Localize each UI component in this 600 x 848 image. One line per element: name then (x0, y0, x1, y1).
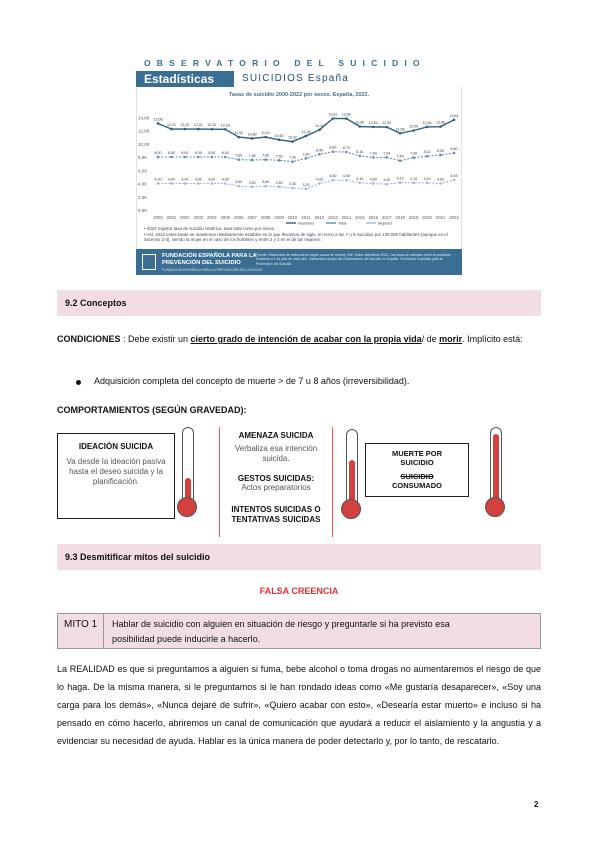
data-point (372, 156, 375, 159)
data-point (278, 186, 281, 189)
y-tick-label: 2,00 (138, 194, 147, 200)
x-tick-label: 2012 (314, 215, 325, 220)
data-point (439, 125, 442, 128)
data-label: 4,00 (437, 177, 445, 182)
condiciones-underlined: morir (439, 334, 463, 344)
section-title: 9.2 Conceptos (65, 298, 127, 308)
data-point (264, 158, 267, 161)
data-point (197, 182, 200, 185)
x-tick-label: 2019 (408, 215, 419, 220)
ideacion-box (57, 433, 175, 519)
data-label: 8,00 (167, 151, 175, 155)
data-point (318, 129, 321, 132)
data-point (332, 179, 335, 182)
data-label: 12,54 (368, 120, 378, 125)
data-label: 3,50 (248, 180, 256, 185)
data-label: 12,54 (422, 120, 432, 125)
data-label: 8,80 (329, 145, 337, 150)
x-tick-label: 2004 (207, 215, 217, 220)
data-label: 8,75 (342, 146, 350, 151)
falsa-creencia-heading: FALSA CREENCIA (259, 586, 339, 596)
thermometer-icon (485, 427, 509, 519)
data-point (385, 183, 388, 186)
data-label: 13,81 (328, 112, 338, 117)
data-point (211, 128, 214, 131)
intentos-title: INTENTOS SUICIDAS O TENTATIVAS SUICIDAS (231, 505, 321, 524)
mito-row (57, 613, 541, 649)
comportamientos-heading (57, 403, 247, 418)
data-label: 8,00 (154, 151, 162, 155)
data-point (211, 182, 214, 185)
data-point (251, 186, 254, 189)
suicide-statistics-infographic (136, 56, 462, 275)
data-label: 7,60 (235, 153, 243, 158)
x-tick-label: 2021 (435, 215, 446, 220)
data-point (426, 155, 429, 158)
data-point (157, 122, 160, 125)
suicide-rate-line-chart (136, 98, 462, 226)
data-label: 4,00 (315, 177, 323, 182)
data-point (385, 126, 388, 129)
data-label: 7,80 (302, 152, 310, 157)
chart-title: Tasas de suicidio 2000-2022 por sexos. España, 2022. (228, 92, 370, 98)
data-point (412, 129, 415, 132)
suicidal-behaviours-figure (57, 427, 541, 537)
foundation-name-line1: FUNDACIÓN ESPAÑOLA PARA LA (162, 253, 257, 259)
data-label: 13,61 (449, 113, 459, 118)
bullet-icon (76, 380, 81, 385)
data-point (412, 156, 415, 159)
data-label: 12,18 (220, 123, 230, 128)
data-point (211, 156, 214, 159)
data-label: 12,20 (207, 123, 217, 128)
data-label: 4,00 (221, 177, 229, 182)
page-number: 2 (534, 800, 539, 809)
data-point (332, 117, 335, 120)
data-label: 4,10 (410, 176, 418, 181)
data-point (332, 150, 335, 153)
data-point (278, 159, 281, 162)
x-tick-label: 2000 (153, 215, 163, 220)
data-point (359, 155, 362, 158)
data-point (345, 117, 348, 120)
data-label: 4,50 (342, 174, 350, 179)
data-point (197, 156, 200, 159)
thermometer-icon (341, 429, 365, 521)
y-tick-label: 10,00 (138, 141, 150, 147)
data-label: 10,80 (247, 132, 257, 137)
data-point (372, 126, 375, 129)
x-tick-label: 2013 (328, 215, 338, 220)
data-point (157, 156, 160, 159)
infographic-footer (136, 249, 462, 275)
suicidio-struck: SUICIDIO (400, 472, 434, 481)
data-point (170, 156, 173, 159)
consumado-label: CONSUMADO (392, 481, 442, 490)
data-point (399, 159, 402, 162)
data-label: 3,20 (302, 182, 310, 187)
x-tick-label: 2001 (166, 215, 177, 220)
y-tick-label: 14,00 (138, 115, 150, 121)
legend-label: Mujeres (378, 220, 393, 226)
data-point (184, 182, 187, 185)
data-label: 8,00 (181, 151, 189, 155)
data-point (237, 158, 240, 161)
data-point (157, 182, 160, 185)
data-point (372, 182, 375, 185)
mito-label: MITO 1 (58, 614, 104, 648)
note-line: • 2022 registra tasa de suicidio histórica, tasa total como por sexos. (144, 226, 276, 231)
x-tick-label: 2005 (220, 215, 231, 220)
ideacion-title: IDEACIÓN SUICIDA (78, 442, 154, 451)
amenaza-title: AMENAZA SUICIDA (238, 431, 314, 440)
data-point (224, 182, 227, 185)
muerte-box (365, 443, 469, 497)
data-label: 7,55 (248, 153, 256, 158)
data-point (184, 128, 187, 131)
data-label: 8,00 (221, 151, 229, 155)
data-point (426, 182, 429, 185)
realidad-paragraph: La REALIDAD es que si preguntamos a alguien si fuma, bebe alcohol o toma drogas no aumentaremos el riesgo de que lo haga. De la misma manera, si le preguntamos si le han rondado ideas como «Me gustaría desaparecer», «Soy una carga para los demás», «Nunca dejaré de sufrir», «Quiero acabar con esto», «Desearía estar muerto» e incluso si ha pensado en cómo hacerlo, abriremos un canal de comunicación que ayudará a reducir el aislamiento y la angustia y a evidenciar su necesidad de ayuda. Hablar es la única manera de poder detectarlo y, por lo tanto, de rescatarlo. (57, 664, 541, 746)
condiciones-text: : Debe existir un (120, 334, 191, 344)
data-point (305, 188, 308, 191)
x-tick-label: 2017 (381, 215, 392, 220)
section-9-3-header (57, 544, 541, 570)
data-label: 4,50 (329, 174, 337, 179)
x-tick-label: 2007 (247, 215, 257, 220)
data-label: 12,52 (382, 121, 392, 126)
data-point (439, 182, 442, 185)
gestos-text: Actos preparatorios (241, 483, 311, 492)
data-label: 13,06 (153, 117, 163, 122)
data-label: 7,60 (262, 153, 270, 158)
condiciones-paragraph (57, 332, 541, 347)
condiciones-label: CONDICIONES (57, 334, 121, 344)
data-point (305, 135, 308, 138)
data-label: 3,50 (275, 180, 283, 185)
infographic-subtitle: SUICIDIOS España (242, 73, 350, 84)
data-label: 4,00 (167, 177, 175, 182)
x-tick-label: 2022 (449, 215, 459, 220)
foundation-name-line2: PREVENCIÓN DEL SUICIDIO (162, 260, 241, 266)
x-tick-label: 2011 (301, 215, 311, 220)
data-label: 4,53 (450, 173, 458, 178)
condiciones-underlined: cierto grado de intención de acabar con la propia vida (190, 334, 422, 344)
data-label: 8,30 (437, 149, 445, 154)
data-label: 12,21 (166, 123, 176, 128)
x-tick-label: 2018 (395, 215, 405, 220)
data-label: 3,90 (383, 178, 391, 183)
data-point (197, 128, 200, 131)
comportamientos-bold: COMPORTAMIENTOS (57, 405, 150, 415)
gestos-title: GESTOS SUICIDAS: (237, 474, 315, 483)
x-tick-label: 2002 (180, 215, 190, 220)
data-label: 8,16 (356, 149, 364, 154)
data-label: 13,80 (341, 112, 351, 117)
data-point (224, 156, 227, 159)
data-label: 10,32 (288, 135, 298, 140)
data-label: 12,10 (314, 123, 324, 128)
foundation-small-text: FUNDACIÓN ESPAÑOLA PARA LA PREVENCIÓN DEL SUICIDIO (162, 268, 263, 272)
data-point (359, 125, 362, 128)
y-tick-label: 0,00 (138, 208, 147, 213)
footer-source-text: Fuente: Estadística de defunciones según causa de muerte, INE. Datos definitivos 2022. Las tasas se calculan sobre la población residente a 1 de julio de cada año. Elaboración propia del Observatorio del Suicidio en España. Fundación Española para la Prevención del Suicidio. (256, 253, 451, 266)
data-point (318, 182, 321, 185)
data-point (224, 128, 227, 131)
data-point (359, 182, 362, 185)
x-tick-label: 2003 (193, 215, 204, 220)
data-label: 7,44 (396, 154, 404, 159)
x-tick-label: 2008 (260, 215, 271, 220)
data-point (184, 156, 187, 159)
data-point (237, 185, 240, 188)
data-label: 4,00 (369, 177, 377, 182)
data-point (305, 157, 308, 160)
data-label: 11,58 (395, 127, 405, 132)
data-label: 8,00 (194, 151, 202, 155)
data-label: 11,18 (301, 129, 311, 134)
bullet-item: Adquisición completa del concepto de muerte > de 7 u 8 años (irreversibilidad). (94, 376, 410, 386)
data-point (291, 140, 294, 143)
data-point (264, 185, 267, 188)
data-label: 12,22 (180, 123, 190, 128)
data-point (278, 138, 281, 141)
muerte-title: MUERTE POR SUICIDIO (391, 449, 442, 467)
x-tick-label: 2009 (274, 215, 284, 220)
data-label: 4,13 (396, 176, 404, 181)
amenaza-text: Verbaliza esa intención suicida. (234, 444, 318, 463)
data-point (291, 187, 294, 190)
mito-text: Hablar de suicidio con alguien en situación de riesgo y preguntarle si ha previsto esa posibilidad puede inducirle a hacerlo. (112, 619, 450, 644)
data-label: 4,00 (154, 177, 162, 182)
x-tick-label: 2006 (233, 215, 244, 220)
foundation-logo-icon (142, 254, 156, 270)
note-line: • Así, 2022 estas tasas se mantienen relativamente estables en lo que llevamos de siglo, en torno a las 7 u 8 suicidios por 100.000 habitantes (aunque en el ascenso 2-3), siendo la mujer en el caso de los hombres y entre 2 y 3 en el de las mujeres. (144, 231, 448, 243)
middle-behaviours-column (219, 427, 333, 537)
data-label: 11,01 (261, 131, 271, 136)
data-point (412, 182, 415, 185)
data-label: 12,21 (193, 123, 203, 128)
data-label: 12,00 (409, 124, 419, 129)
data-label: 8,12 (423, 150, 431, 155)
data-label: 10,60 (274, 133, 284, 138)
statistics-label: Estadísticas 2022 (136, 71, 234, 87)
data-label: 7,30 (289, 155, 297, 160)
data-point (385, 156, 388, 159)
data-point (264, 136, 267, 139)
y-tick-label: 6,00 (138, 168, 147, 174)
data-point (345, 151, 348, 154)
data-label: 7,94 (383, 151, 391, 156)
data-point (170, 182, 173, 185)
data-label: 3,60 (235, 180, 243, 185)
condiciones-text: . Implícito está: (462, 334, 523, 344)
x-tick-label: 2016 (368, 215, 379, 220)
data-label: 4,00 (181, 177, 189, 182)
data-point (291, 160, 294, 163)
data-label: 4,10 (423, 176, 431, 181)
section-title: 9.3 Desmitificar mitos del suicidio (65, 552, 211, 562)
condiciones-text: / de (421, 334, 440, 344)
data-label: 8,40 (315, 148, 323, 153)
comportamientos-rest: (SEGÚN GRAVEDAD): (149, 405, 247, 415)
data-point (439, 154, 442, 157)
x-tick-label: 2015 (355, 215, 365, 220)
legend-label: Hombres (298, 220, 315, 226)
data-label: 4,10 (356, 176, 364, 181)
data-label: 4,00 (208, 177, 216, 182)
data-label: 7,90 (410, 151, 418, 156)
x-tick-label: 2020 (422, 215, 432, 220)
data-point (426, 126, 429, 129)
x-tick-label: 2014 (341, 215, 352, 220)
x-tick-label: 2010 (287, 215, 298, 220)
section-9-2-header (57, 290, 541, 316)
data-point (251, 137, 254, 140)
data-label: 7,94 (369, 151, 377, 156)
data-point (399, 181, 402, 184)
data-label: 4,00 (194, 177, 202, 182)
legend-label: Total (338, 220, 347, 226)
data-label: 12,58 (436, 120, 446, 125)
data-label: 3,30 (289, 182, 297, 187)
data-label: 11,00 (234, 131, 244, 136)
data-point (237, 136, 240, 139)
ideacion-text: Va desde la ideación pasiva hasta el deseo suicida y la planificación. (66, 457, 166, 486)
data-label: 8,00 (208, 151, 216, 155)
data-point (318, 153, 321, 156)
data-point (345, 179, 348, 182)
y-tick-label: 8,00 (138, 155, 147, 160)
data-point (453, 119, 456, 122)
y-tick-label: 4,00 (138, 181, 147, 187)
data-label: 8,60 (450, 147, 458, 152)
thermometer-icon (177, 427, 201, 519)
data-point (453, 179, 456, 182)
data-point (251, 159, 254, 162)
data-label: 3,60 (262, 180, 270, 185)
data-label: 12,60 (355, 120, 365, 125)
data-point (399, 132, 402, 135)
data-point (170, 128, 173, 131)
data-point (453, 152, 456, 155)
y-tick-label: 12,00 (138, 128, 150, 134)
data-label: 7,50 (275, 154, 283, 159)
observatorio-title: OBSERVATORIO DEL SUICIDIO (144, 58, 426, 68)
infographic-notes (144, 226, 456, 243)
